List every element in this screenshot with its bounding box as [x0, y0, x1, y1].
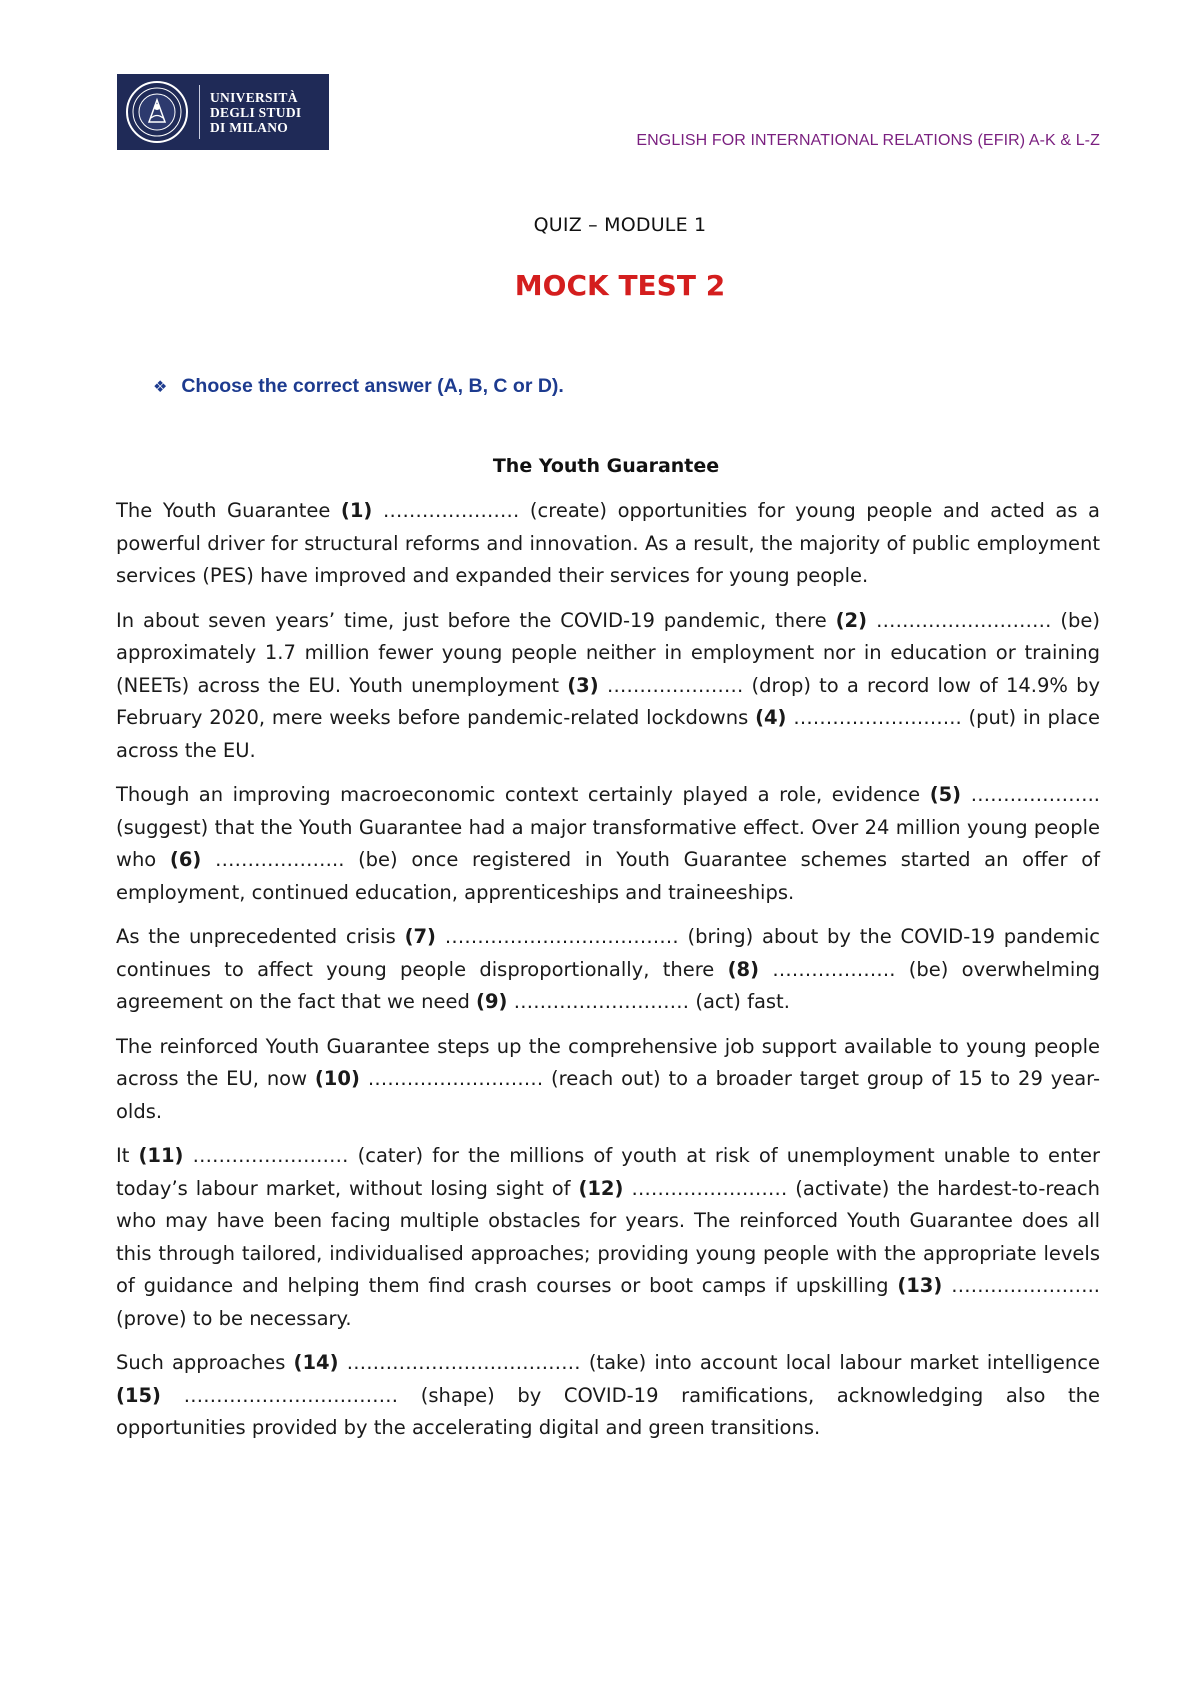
university-name-line: DEGLI STUDI: [210, 104, 302, 120]
passage-text: ……………………………… (bring) about by the COVID-19 pandemic continues to affect young people disproportionally, there: [116, 925, 1101, 981]
instruction-text: Choose the correct answer (A, B, C or D).: [181, 375, 564, 397]
passage-text: …………………………… (shape) by COVID-19 ramifications, acknowledging also the opportunities provided by the accelerating digital and green transitions.: [116, 1383, 1100, 1439]
gap-number: (3): [567, 673, 599, 697]
passage-paragraph: [116, 921, 1100, 1019]
gap-number: (7): [404, 925, 436, 948]
passage-text: …………………… (cater) for the millions of youth at risk of unemployment unable to enter today’s labour market, without losing sight of: [116, 1144, 1100, 1200]
passage-text: The Youth Guarantee: [116, 499, 341, 522]
passage-text: ……………………… (reach out) to a broader target group of 15 to 29 year-olds.: [116, 1067, 1100, 1123]
passage-text: Such approaches: [116, 1351, 294, 1374]
passage-paragraph: [116, 1140, 1100, 1335]
logo-divider: [199, 85, 200, 139]
gap-number: (1): [340, 499, 373, 522]
gap-number: (15): [116, 1383, 161, 1407]
passage-text: …………………….. (put) in place across the EU.: [116, 706, 1100, 762]
mock-test-title: MOCK TEST 2: [514, 269, 726, 302]
gap-number: (12): [578, 1176, 624, 1200]
passage-text: ………………. (be) overwhelming agreement on the fact that we need: [116, 957, 1101, 1013]
passage-paragraph: [116, 779, 1100, 909]
gap-number: (11): [138, 1144, 184, 1167]
passage-body: [116, 495, 1100, 1457]
passage-paragraph: [116, 1347, 1100, 1445]
university-logo: [117, 74, 329, 150]
instruction: [153, 375, 564, 398]
passage-text: …………………… (activate) the hardest-to-reach who may have been facing multiple obstacles for years. The reinforced Youth Guarantee does all this through tailored, individualised approaches; providing young people with the appropriate levels of guidance and helping them find crash courses or boot camps if upskilling: [116, 1176, 1100, 1297]
passage-paragraph: [116, 605, 1100, 768]
passage-text: ……………………… (be) approximately 1.7 million fewer young people neither in employment nor in education or training (NEETs) across the EU. Youth unemployment: [116, 608, 1100, 697]
passage-text: ……………………… (act) fast.: [507, 990, 790, 1013]
passage-text: In about seven years’ time, just before the COVID-19 pandemic, there: [116, 608, 836, 632]
university-seal-icon: [125, 80, 189, 144]
gap-number: (8): [727, 957, 759, 981]
passage-text: ………………… (drop) to a record low of 14.9% by February 2020, mere weeks before pandemic-related lockdowns: [116, 673, 1100, 729]
passage-text: ………………… (create) opportunities for young people and acted as a powerful driver for structural reforms and innovation. As a result, the majority of public employment services (PES) have improved and expanded their services for young people.: [116, 499, 1100, 587]
university-name-line: UNIVERSITÀ: [210, 89, 298, 105]
university-name-line: DI MILANO: [210, 119, 289, 135]
gap-number: (10): [314, 1067, 360, 1090]
gap-number: (14): [293, 1351, 339, 1374]
passage-text: ……………………………… (take) into account local labour market intelligence: [338, 1351, 1100, 1374]
passage-text: As the unprecedented crisis: [116, 925, 405, 948]
passage-text: Though an improving macroeconomic context certainly played a role, evidence: [116, 783, 930, 806]
passage-text: ……………….. (be) once registered in Youth Guarantee schemes started an offer of employment, continued education, apprenticeships and traineeships.: [116, 848, 1101, 904]
passage-title: The Youth Guarantee: [492, 455, 720, 477]
passage-text: ……………….. (suggest) that the Youth Guarantee had a major transformative effect. Over 24 million young people who: [116, 783, 1101, 871]
passage-paragraph: [116, 495, 1100, 593]
passage-text: ………………….. (prove) to be necessary.: [116, 1274, 1100, 1330]
passage-paragraph: [116, 1031, 1100, 1129]
passage-text: The reinforced Youth Guarantee steps up the comprehensive job support available to young people across the EU, now: [116, 1034, 1100, 1090]
passage-text: It: [116, 1144, 139, 1167]
university-name: [210, 90, 301, 135]
gap-number: (2): [835, 608, 868, 632]
gap-number: (4): [755, 706, 787, 729]
gap-number: (9): [476, 990, 508, 1013]
diamond-bullet-icon: ❖: [153, 377, 168, 396]
quiz-title: QUIZ – MODULE 1: [533, 214, 707, 236]
gap-number: (13): [897, 1274, 943, 1297]
gap-number: (5): [929, 783, 962, 806]
gap-number: (6): [169, 848, 202, 871]
course-header: ENGLISH FOR INTERNATIONAL RELATIONS (EFIR) A-K & L-Z: [636, 132, 1100, 149]
